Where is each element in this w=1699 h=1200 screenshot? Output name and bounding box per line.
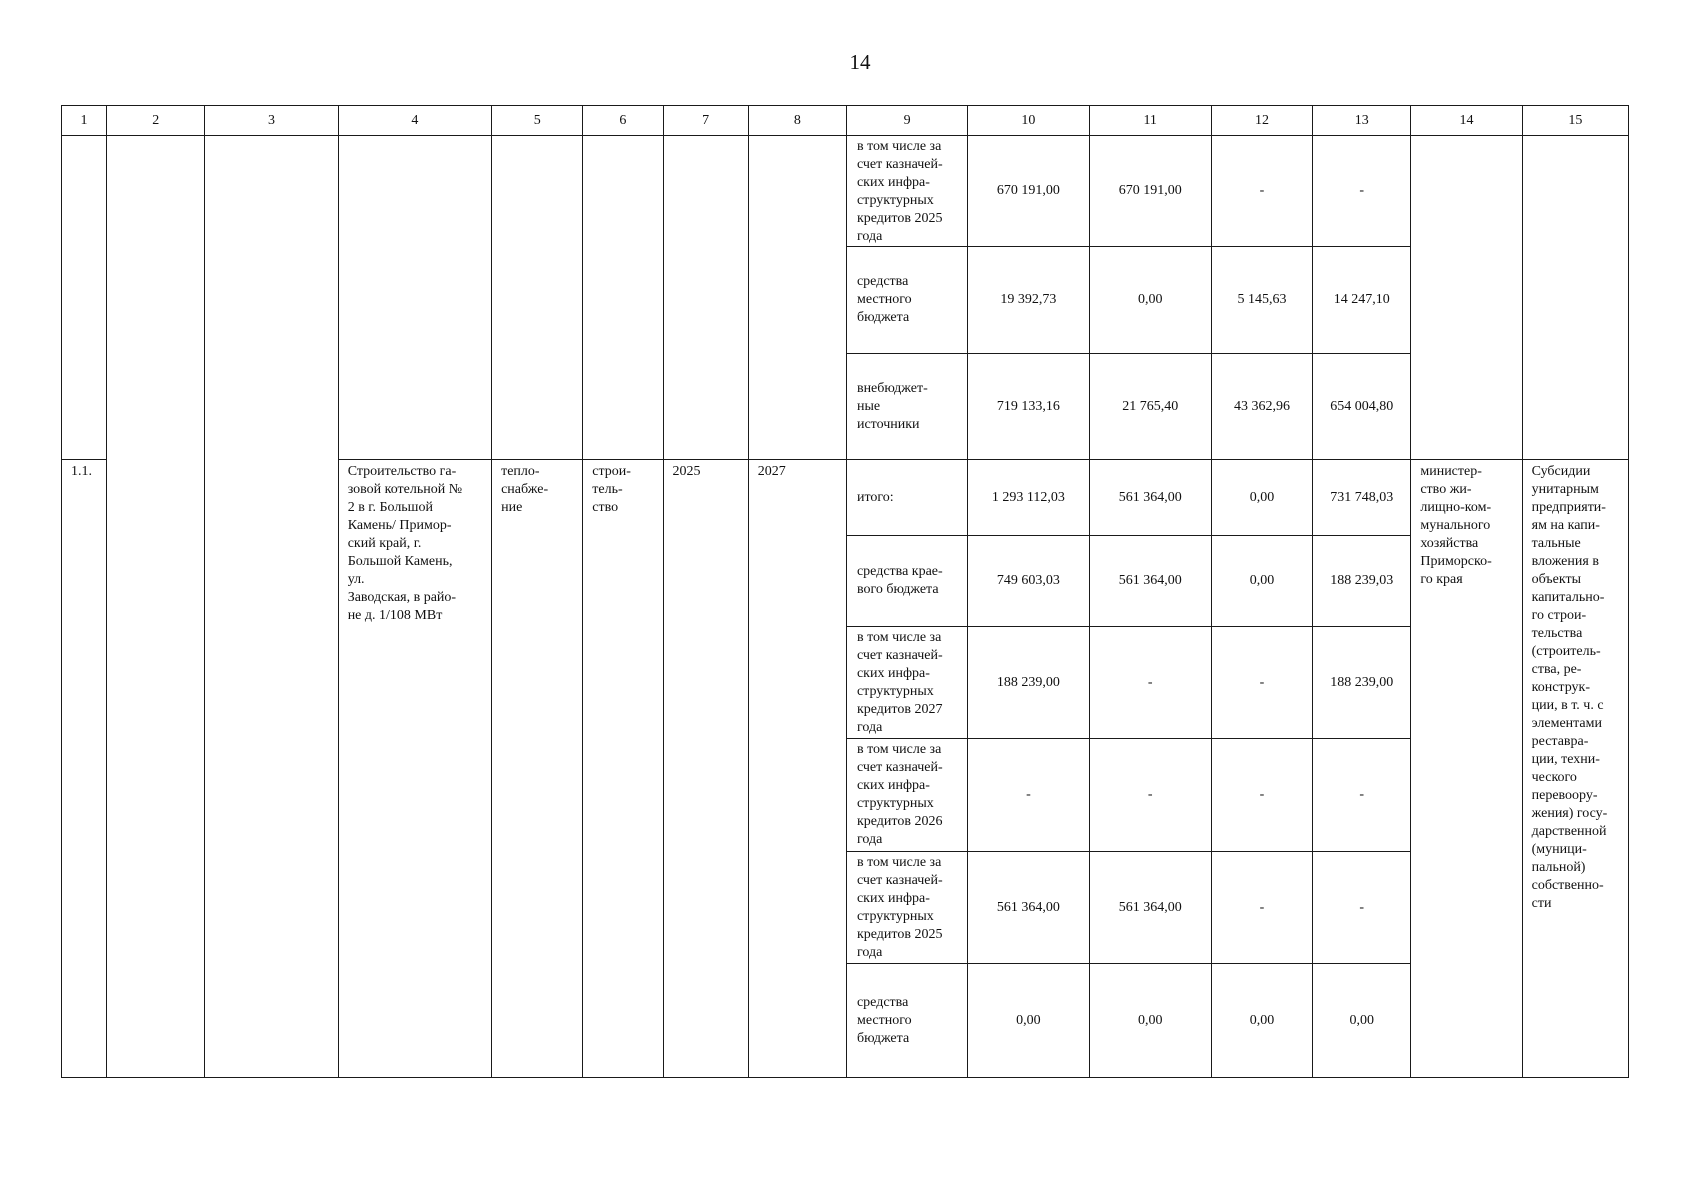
amount-2026-cell: -: [1211, 852, 1312, 964]
funding-source-cell: внебюджет- ные источники: [846, 354, 967, 460]
amount-total-cell: 188 239,00: [968, 627, 1089, 739]
funding-source-cell: средства крае- вого бюджета: [846, 536, 967, 627]
continued-cell-start: [663, 136, 748, 460]
item-name-cell: Строительство га- зовой котельной № 2 в г. Большой Камень/ Примор- ский край, г. Большой Камень, ул. Заводская, в райо- не д. 1/108 МВт: [338, 460, 491, 1078]
column-header: 8: [748, 106, 846, 136]
funding-source-cell: в том числе за счет казначей- ских инфра- структурных кредитов 2027 года: [846, 627, 967, 739]
amount-total-cell: 0,00: [968, 964, 1089, 1078]
item-end-year-cell: 2027: [748, 460, 846, 1078]
column-header: 2: [107, 106, 205, 136]
continued-cell-name: [338, 136, 491, 460]
funding-source-cell: средства местного бюджета: [846, 247, 967, 354]
amount-2025-cell: -: [1089, 739, 1211, 852]
amount-2026-cell: 0,00: [1211, 536, 1312, 627]
investment-program-table: [61, 105, 1629, 1078]
amount-2027-cell: 731 748,03: [1313, 460, 1411, 536]
column-number-row: [62, 106, 1629, 136]
amount-2027-cell: -: [1313, 739, 1411, 852]
amount-2026-cell: 0,00: [1211, 964, 1312, 1078]
page-number: 14: [849, 50, 871, 74]
column-header: 9: [846, 106, 967, 136]
amount-2025-cell: 561 364,00: [1089, 460, 1211, 536]
amount-total-cell: 19 392,73: [968, 247, 1089, 354]
amount-2027-cell: 654 004,80: [1313, 354, 1411, 460]
amount-2025-cell: 0,00: [1089, 247, 1211, 354]
amount-total-cell: -: [968, 739, 1089, 852]
continued-cell-form: [1522, 136, 1628, 460]
column-header: 12: [1211, 106, 1312, 136]
column-header: 11: [1089, 106, 1211, 136]
funding-source-cell: итого:: [846, 460, 967, 536]
continued-cell-end: [748, 136, 846, 460]
item-start-year-cell: 2025: [663, 460, 748, 1078]
column-header: 14: [1411, 106, 1522, 136]
amount-2027-cell: 188 239,00: [1313, 627, 1411, 739]
funding-source-cell: в том числе за счет казначей- ских инфра- структурных кредитов 2025 года: [846, 136, 967, 247]
amount-2026-cell: 5 145,63: [1211, 247, 1312, 354]
amount-2026-cell: -: [1211, 627, 1312, 739]
column-header: 5: [492, 106, 583, 136]
funding-source-cell: в том числе за счет казначей- ских инфра- структурных кредитов 2026 года: [846, 739, 967, 852]
amount-total-cell: 719 133,16: [968, 354, 1089, 460]
column-header: 7: [663, 106, 748, 136]
funding-source-cell: средства местного бюджета: [846, 964, 967, 1078]
amount-2027-cell: 0,00: [1313, 964, 1411, 1078]
amount-2025-cell: 21 765,40: [1089, 354, 1211, 460]
amount-total-cell: 1 293 112,03: [968, 460, 1089, 536]
amount-2025-cell: 561 364,00: [1089, 852, 1211, 964]
column-header: 1: [62, 106, 107, 136]
amount-total-cell: 561 364,00: [968, 852, 1089, 964]
continued-cell-number: [62, 136, 107, 460]
table-row: [62, 136, 1629, 247]
amount-2027-cell: 14 247,10: [1313, 247, 1411, 354]
item-number-cell: 1.1.: [62, 460, 107, 1078]
amount-total-cell: 670 191,00: [968, 136, 1089, 247]
amount-2027-cell: -: [1313, 136, 1411, 247]
amount-2027-cell: 188 239,03: [1313, 536, 1411, 627]
continued-cell-sector: [492, 136, 583, 460]
amount-2027-cell: -: [1313, 852, 1411, 964]
amount-2026-cell: -: [1211, 136, 1312, 247]
amount-total-cell: 749 603,03: [968, 536, 1089, 627]
amount-2025-cell: 0,00: [1089, 964, 1211, 1078]
continued-cell-type: [583, 136, 663, 460]
item-type-cell: строи- тель- ство: [583, 460, 663, 1078]
column-header: 13: [1313, 106, 1411, 136]
funding-source-cell: в том числе за счет казначей- ских инфра- структурных кредитов 2025 года: [846, 852, 967, 964]
column-header: 6: [583, 106, 663, 136]
item-sector-cell: тепло- снабже- ние: [492, 460, 583, 1078]
amount-2026-cell: -: [1211, 739, 1312, 852]
column-header: 15: [1522, 106, 1628, 136]
item-form-cell: Субсидии унитарным предприяти- ям на капи- тальные вложения в объекты капитально- го строи- тельства (строитель- ства, ре- конструк- ции, в т. ч. с элементами реставра- ции, техни- ческого перевоору- жения) госу- дарственной (муници- пальной) собственно- сти: [1522, 460, 1628, 1078]
column-header: 3: [205, 106, 338, 136]
item-responsible-cell: министер- ство жи- лищно-ком- мунального хозяйства Приморско- го края: [1411, 460, 1522, 1078]
column-header: 10: [968, 106, 1089, 136]
amount-2025-cell: 670 191,00: [1089, 136, 1211, 247]
column-2-cell: [107, 136, 205, 1078]
column-3-cell: [205, 136, 338, 1078]
amount-2026-cell: 0,00: [1211, 460, 1312, 536]
amount-2025-cell: 561 364,00: [1089, 536, 1211, 627]
continued-cell-responsible: [1411, 136, 1522, 460]
column-header: 4: [338, 106, 491, 136]
amount-2026-cell: 43 362,96: [1211, 354, 1312, 460]
amount-2025-cell: -: [1089, 627, 1211, 739]
